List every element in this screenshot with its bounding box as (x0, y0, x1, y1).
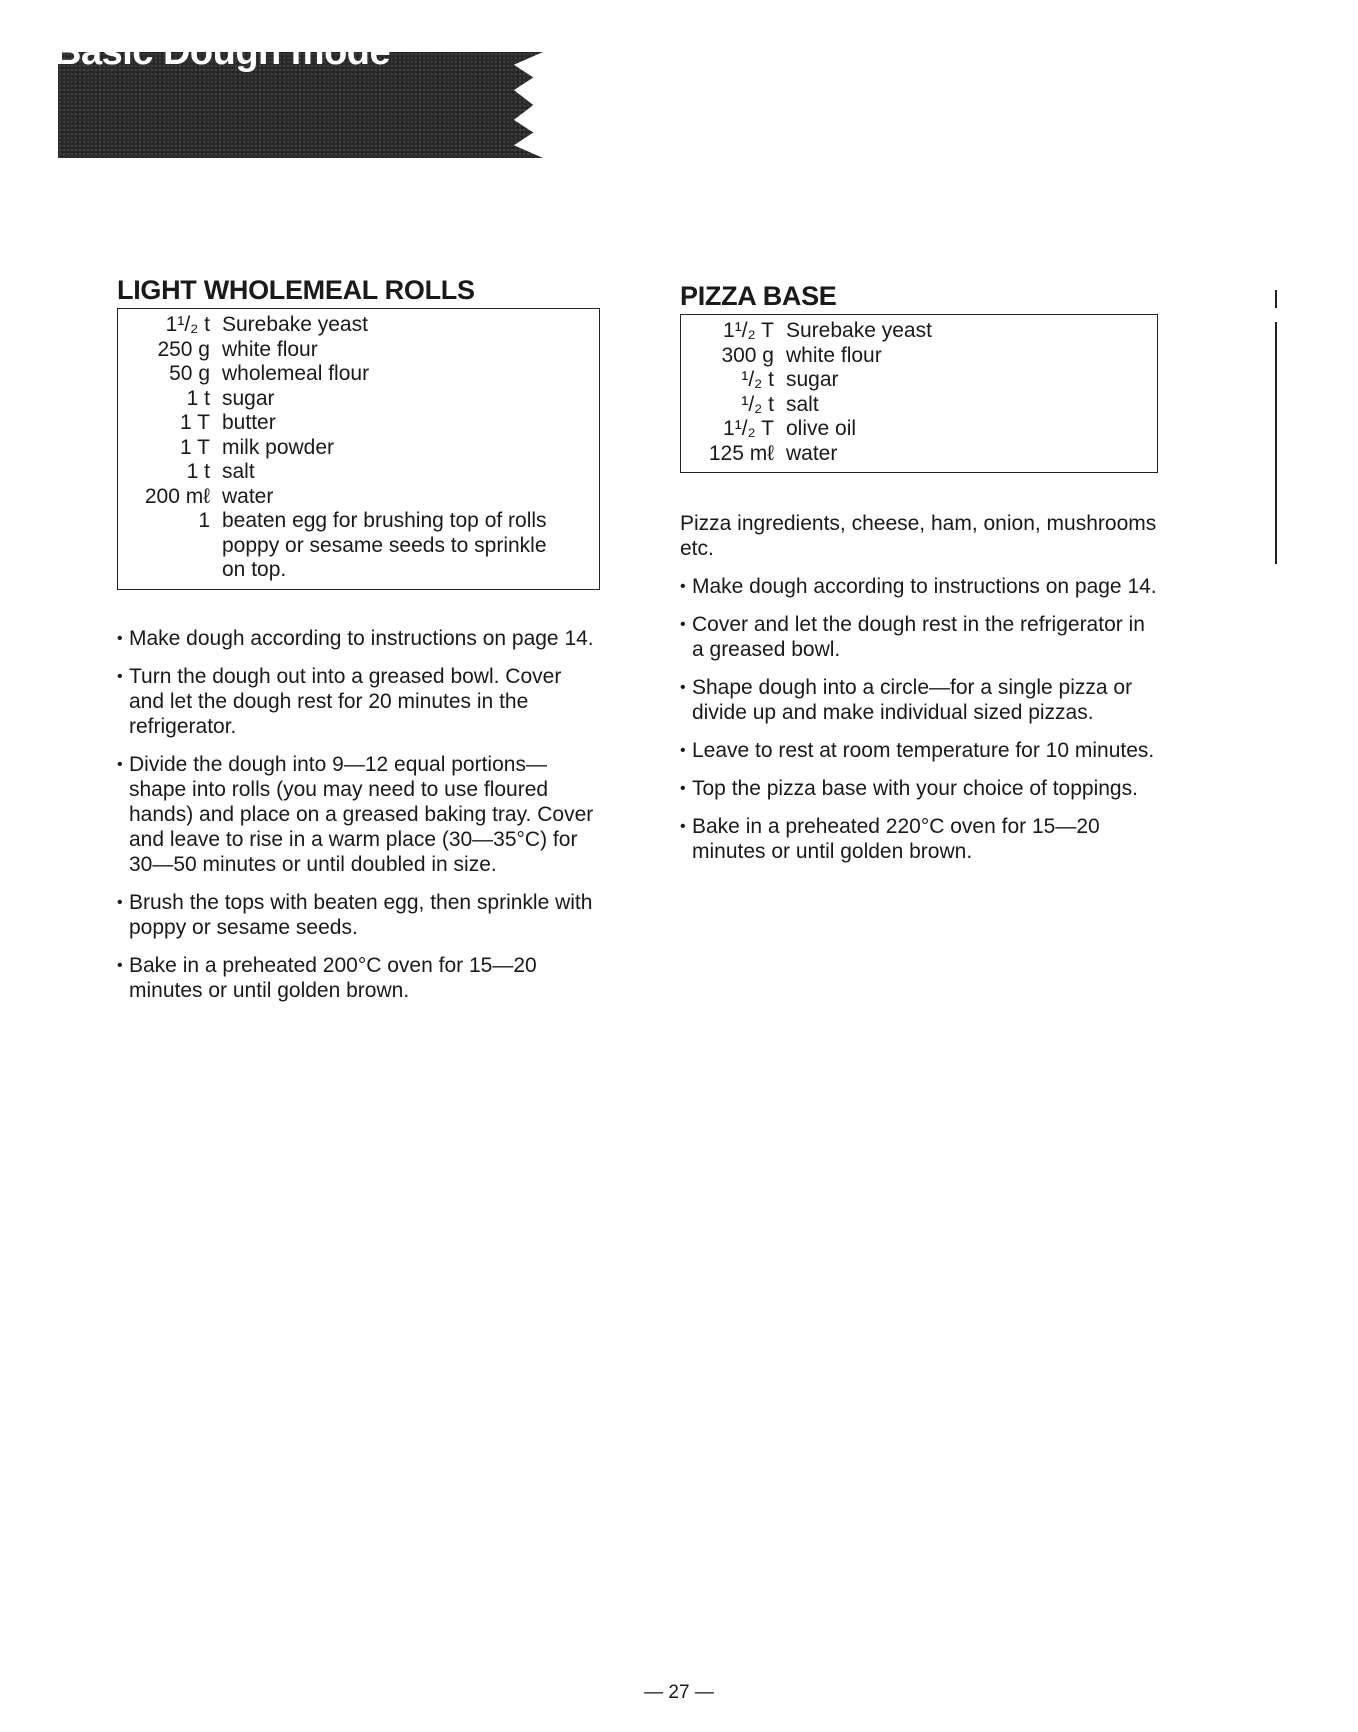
ingredient-row (118, 460, 589, 485)
recipe-pizza-base (680, 281, 1158, 877)
ingredient-qty: 200 mℓ (144, 484, 210, 508)
step-text: Make dough according to instructions on page 14. (129, 626, 594, 650)
step-text: Divide the dough into 9—12 equal portions—shape into rolls (you may need to use floured hands) and place on a greased baking tray. Cover and leave to rise in a warm place (30—35°C) for 30—50 minutes or until doubled in size. (129, 752, 594, 876)
step-text: Make dough according to instructions on page 14. (692, 575, 1157, 598)
step-text: Cover and let the dough rest in the refrigerator in a greased bowl. (692, 613, 1145, 661)
ingredient-name: on top. (222, 558, 287, 581)
ingredient-name: wholemeal flour (222, 362, 370, 385)
ingredient-row (118, 534, 589, 559)
ingredient-name: beaten egg for brushing top of rolls (222, 509, 547, 532)
ingredient-row (681, 319, 1147, 344)
ingredient-qty: 1 t (186, 386, 210, 410)
ingredient-qty: 1¹/₂ T (723, 319, 774, 342)
ingredient-name: salt (222, 460, 255, 483)
pizza-toppings-note: Pizza ingredients, cheese, ham, onion, mushrooms etc. (680, 512, 1157, 560)
bullet-icon: • (680, 679, 686, 696)
ingredient-row (118, 509, 589, 534)
page-number: — 27 — (644, 1682, 714, 1703)
ingredient-name: water (222, 484, 274, 508)
ingredient-qty: 1 T (180, 435, 210, 459)
ingredient-name: water (786, 441, 838, 465)
ingredient-qty (118, 534, 222, 559)
ingredient-row (681, 368, 1147, 393)
ingredient-qty: 1 (198, 509, 210, 532)
bullet-icon: • (117, 667, 123, 685)
ingredient-row (118, 338, 589, 363)
method-step (117, 664, 600, 739)
ingredient-row (118, 313, 589, 338)
ingredient-qty: 50 g (169, 362, 210, 385)
method-step (680, 776, 1158, 801)
method-step (117, 890, 600, 940)
ingredient-name: Surebake yeast (222, 313, 368, 336)
ingredient-row (681, 393, 1147, 418)
ingredient-name: olive oil (786, 417, 857, 440)
ingredient-qty: 1¹/₂ t (165, 313, 210, 336)
ingredient-name: sugar (786, 368, 839, 391)
bullet-icon: • (117, 629, 123, 647)
method-step (117, 752, 600, 877)
step-text: Top the pizza base with your choice of toppings. (692, 777, 1138, 800)
bullet-icon: • (117, 956, 123, 974)
ingredient-row (118, 362, 589, 387)
ingredient-row (681, 417, 1147, 442)
ingredient-row (118, 387, 589, 412)
bullet-icon: • (117, 893, 123, 911)
side-rule (1275, 290, 1277, 308)
bullet-icon: • (680, 818, 686, 835)
ingredient-row (118, 411, 589, 436)
step-text: Leave to rest at room temperature for 10 minutes. (692, 739, 1155, 762)
step-text: Bake in a preheated 220°C oven for 15—20 minutes or until golden brown. (692, 815, 1100, 863)
method-step (117, 953, 600, 1003)
method-steps (117, 626, 600, 1003)
step-text: Bake in a preheated 200°C oven for 15—20 minutes or until golden brown. (129, 953, 537, 1002)
bullet-icon: • (680, 780, 686, 797)
ingredient-row (118, 436, 589, 461)
ingredient-qty: 1¹/₂ T (723, 417, 774, 440)
ingredient-qty: 125 mℓ (708, 441, 774, 465)
recipe-light-wholemeal-rolls (117, 275, 600, 1016)
step-text: Turn the dough out into a greased bowl. Cover and let the dough rest for 20 minutes in the refrigerator. (129, 664, 562, 738)
ingredients-box (680, 314, 1158, 473)
page-title: Basic Dough mode (54, 31, 391, 73)
ingredient-qty: 300 g (721, 343, 774, 367)
side-rule (1275, 322, 1277, 564)
ingredient-name: poppy or sesame seeds to sprinkle (222, 533, 547, 557)
ingredient-name: white flour (786, 343, 882, 367)
ingredient-row (118, 558, 589, 583)
ingredient-name: salt (786, 392, 819, 416)
method-step (680, 738, 1158, 763)
method-step (680, 814, 1158, 864)
ingredient-row (118, 485, 589, 510)
ingredient-qty: 1 T (180, 411, 210, 434)
method-step (680, 612, 1158, 662)
ingredients-box (117, 308, 600, 590)
method-step (680, 675, 1158, 725)
step-text: Shape dough into a circle—for a single pizza or divide up and make individual sized pizzas. (692, 676, 1133, 724)
method-step (680, 574, 1158, 599)
ingredient-qty: ¹/₂ t (741, 392, 774, 416)
step-text: Brush the tops with beaten egg, then sprinkle with poppy or sesame seeds. (129, 890, 593, 939)
method-step (117, 626, 600, 651)
ingredient-name: white flour (222, 337, 318, 361)
recipe-title: PIZZA BASE (680, 281, 837, 311)
ingredient-qty (118, 558, 222, 583)
bullet-icon: • (680, 742, 686, 759)
method-steps (680, 574, 1158, 864)
ingredient-qty: ¹/₂ t (741, 368, 774, 391)
ingredient-name: Surebake yeast (786, 319, 932, 342)
ingredient-qty: 1 t (186, 460, 210, 483)
ingredient-name: butter (222, 411, 276, 434)
ingredient-name: milk powder (222, 435, 335, 459)
ingredient-row (681, 442, 1147, 467)
bullet-icon: • (680, 616, 686, 633)
ingredient-qty: 250 g (157, 337, 210, 361)
bullet-icon: • (117, 755, 123, 773)
ingredient-name: sugar (222, 386, 275, 410)
bullet-icon: • (680, 578, 686, 595)
recipe-title: LIGHT WHOLEMEAL ROLLS (117, 275, 475, 305)
ingredient-row (681, 344, 1147, 369)
